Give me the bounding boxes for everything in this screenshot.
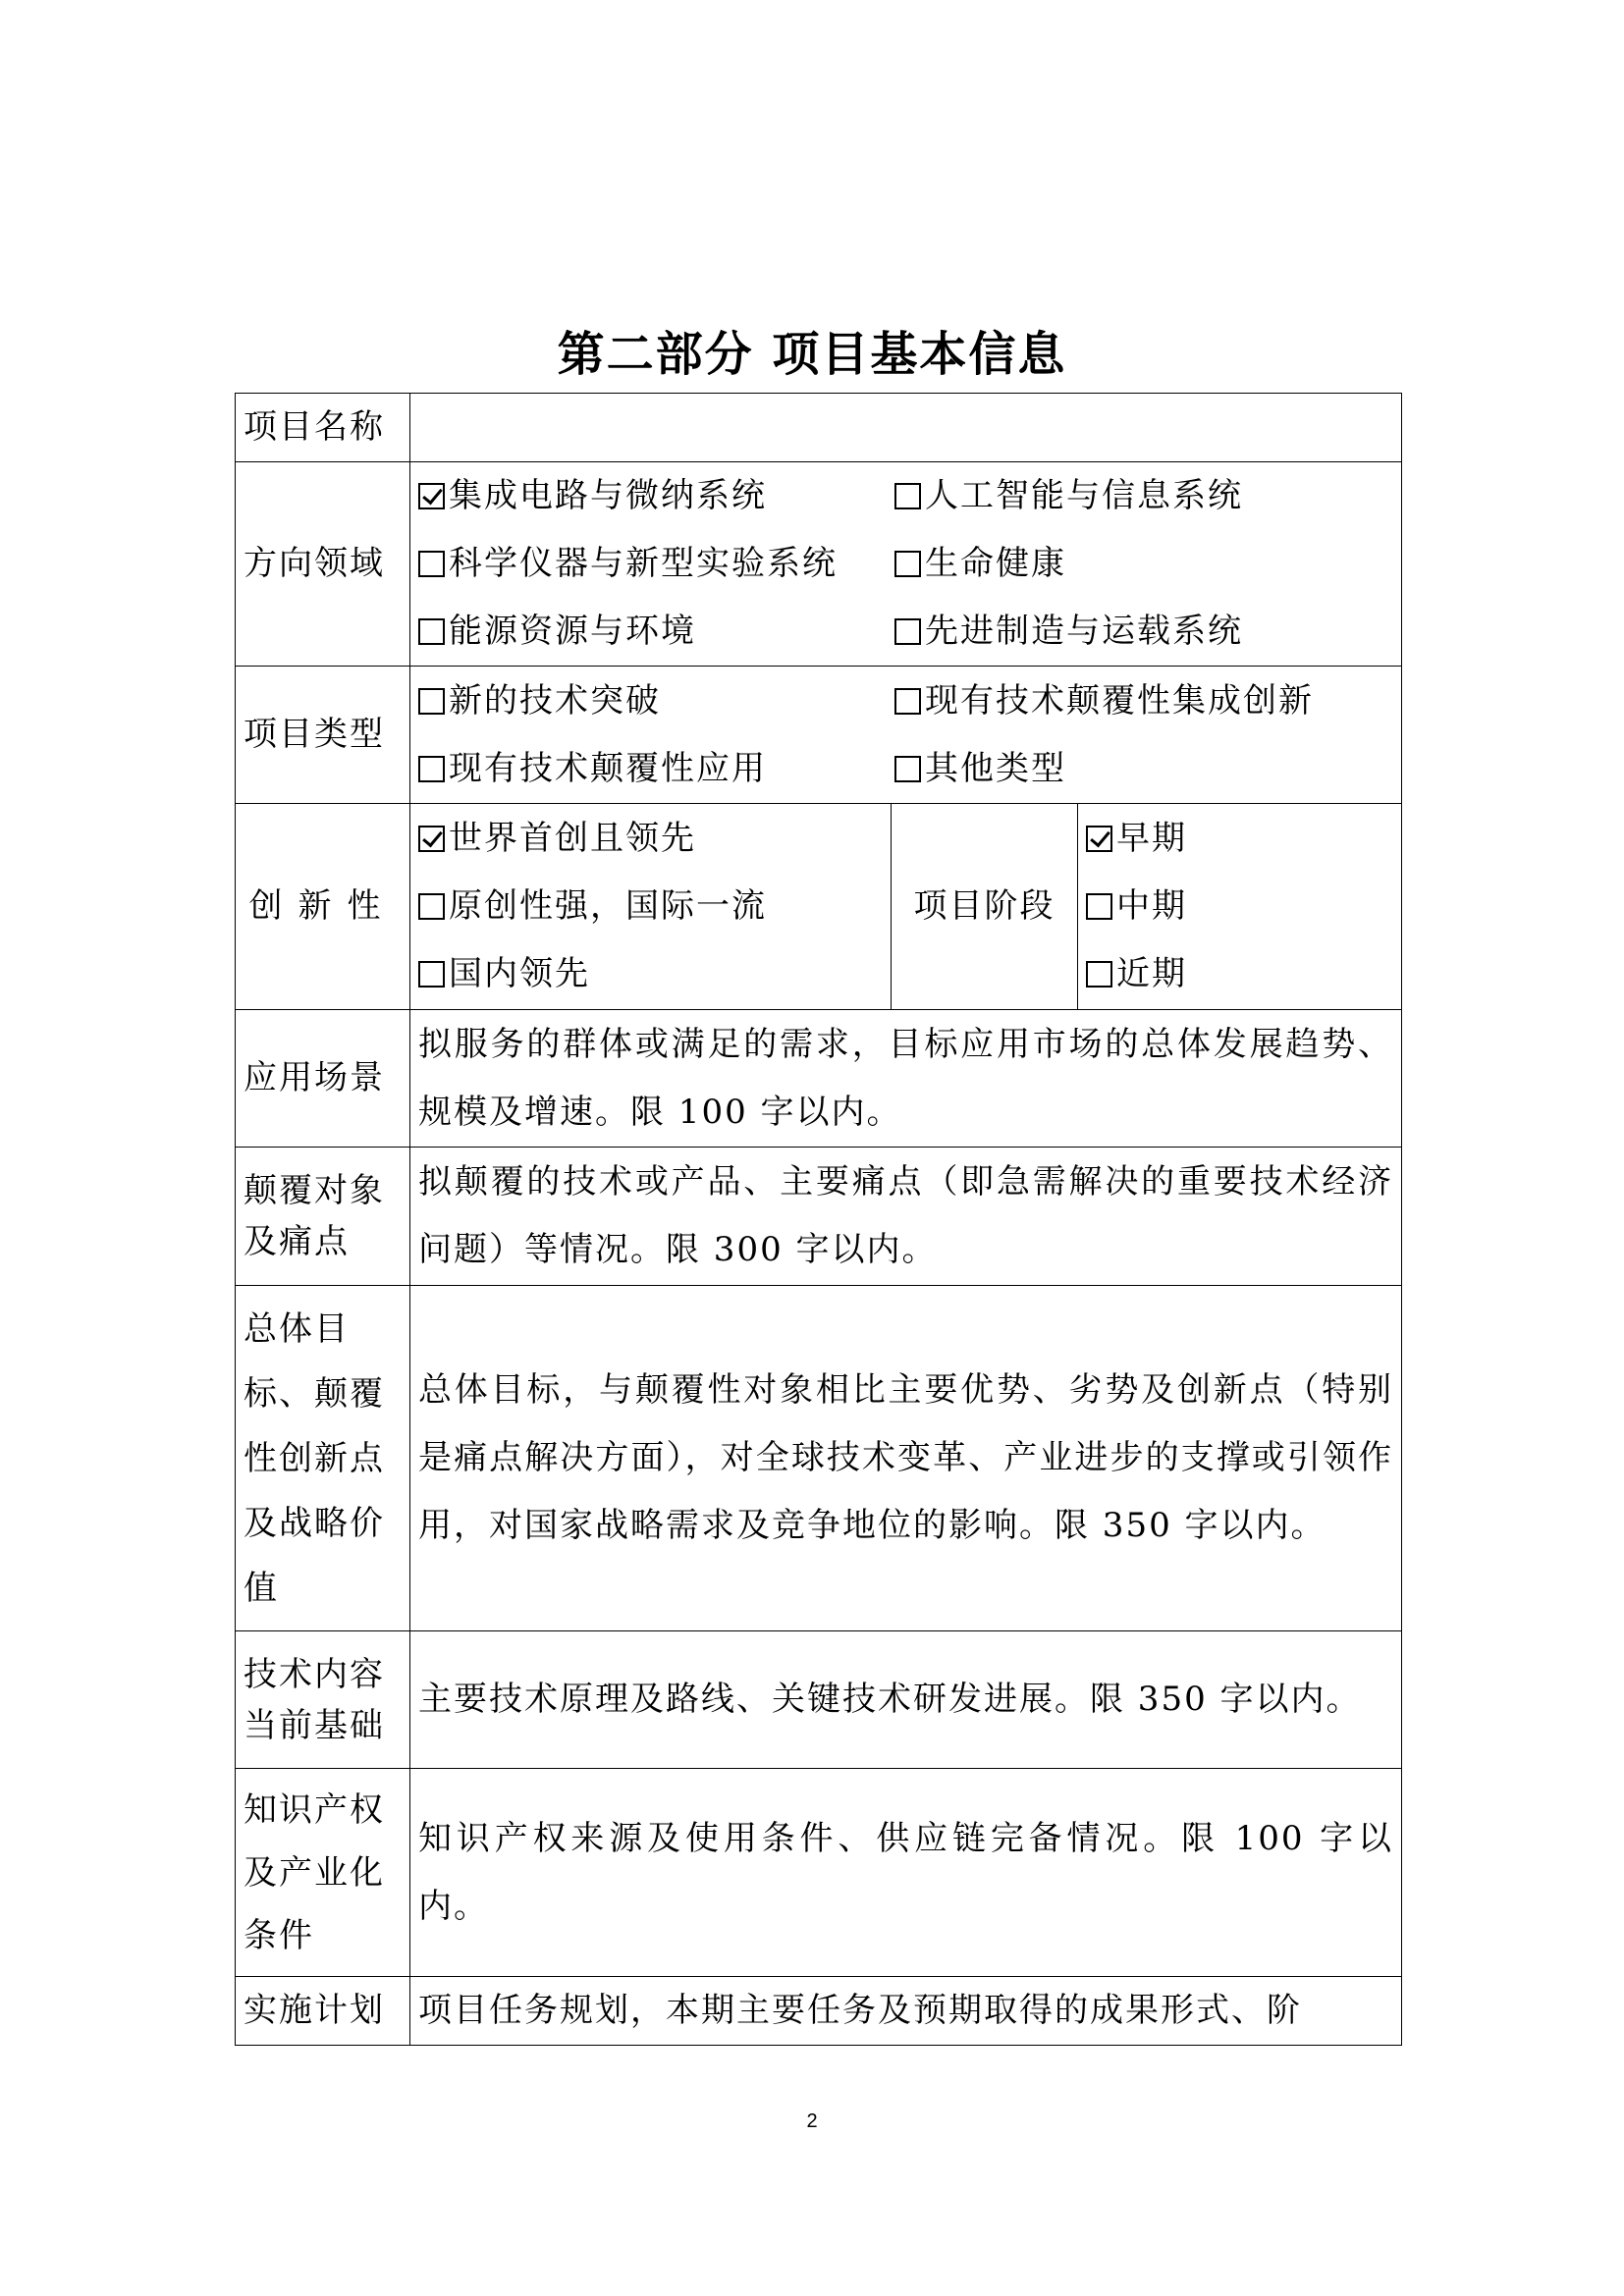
checked-box-icon[interactable]: [418, 483, 445, 509]
checked-box-icon[interactable]: [1086, 826, 1112, 852]
row-direction: [236, 462, 1402, 667]
option-new-tech[interactable]: 新的技术突破: [418, 667, 894, 735]
label-goal: 总体目标、颠覆性创新点及战略价值: [236, 1286, 410, 1631]
label-tech: 技术内容当前基础: [236, 1631, 410, 1769]
option-health[interactable]: 生命健康: [894, 530, 1066, 598]
scenario-text[interactable]: 拟服务的群体或满足的需求，目标应用市场的总体发展趋势、规模及增速。限 100 字以内。: [410, 1010, 1402, 1148]
option-near[interactable]: 近期: [1086, 940, 1187, 1008]
option-other[interactable]: 其他类型: [894, 735, 1066, 803]
tech-text[interactable]: 主要技术原理及路线、关键技术研发进展。限 350 字以内。: [410, 1631, 1402, 1769]
type-options: [410, 667, 1402, 804]
disrupt-text[interactable]: 拟颠覆的技术或产品、主要痛点（即急需解决的重要技术经济问题）等情况。限 300 字以内。: [410, 1148, 1402, 1286]
checkbox-icon[interactable]: [418, 618, 445, 645]
checkbox-icon[interactable]: [894, 618, 921, 645]
row-goal: [236, 1286, 1402, 1631]
innovation-options: [410, 804, 892, 1010]
row-innovation-stage: [236, 804, 1402, 1010]
checkbox-icon[interactable]: [894, 483, 921, 509]
page-number: 2: [806, 2110, 818, 2132]
checkbox-icon[interactable]: [1086, 961, 1112, 988]
option-energy[interactable]: 能源资源与环境: [418, 598, 894, 666]
label-innovation: 创新性: [236, 804, 410, 1010]
label-scenario: 应用场景: [236, 1010, 410, 1148]
page-title: 第二部分 项目基本信息: [557, 327, 1067, 382]
checkbox-icon[interactable]: [418, 961, 445, 988]
row-ip: [236, 1769, 1402, 1977]
row-type: [236, 667, 1402, 804]
plan-text[interactable]: 项目任务规划，本期主要任务及预期取得的成果形式、阶: [410, 1977, 1402, 2046]
row-disrupt: [236, 1148, 1402, 1286]
checkbox-icon[interactable]: [418, 551, 445, 577]
checked-box-icon[interactable]: [418, 826, 445, 852]
option-original[interactable]: 原创性强，国际一流: [418, 873, 767, 940]
label-plan: 实施计划: [236, 1977, 410, 2046]
option-domestic[interactable]: 国内领先: [418, 940, 590, 1008]
option-world-first[interactable]: 世界首创且领先: [418, 805, 696, 873]
label-project-name: 项目名称: [236, 394, 410, 462]
option-application[interactable]: 现有技术颠覆性应用: [418, 735, 894, 803]
checkbox-icon[interactable]: [894, 756, 921, 782]
label-ip: 知识产权及产业化条件: [236, 1769, 410, 1977]
option-manufacturing[interactable]: 先进制造与运载系统: [894, 598, 1243, 666]
option-integration[interactable]: 现有技术颠覆性集成创新: [894, 667, 1314, 735]
row-tech: [236, 1631, 1402, 1769]
label-type: 项目类型: [236, 667, 410, 804]
project-info-table: [235, 393, 1402, 2046]
stage-options: [1078, 804, 1402, 1010]
checkbox-icon[interactable]: [894, 688, 921, 715]
direction-options: [410, 462, 1402, 667]
option-middle[interactable]: 中期: [1086, 873, 1187, 940]
goal-text[interactable]: 总体目标，与颠覆性对象相比主要优势、劣势及创新点（特别是痛点解决方面），对全球技术变革、产业进步的支撑或引领作用，对国家战略需求及竞争地位的影响。限 350 字以内。: [410, 1286, 1402, 1631]
option-early[interactable]: 早期: [1086, 805, 1187, 873]
checkbox-icon[interactable]: [418, 893, 445, 920]
row-plan: [236, 1977, 1402, 2046]
checkbox-icon[interactable]: [418, 688, 445, 715]
checkbox-icon[interactable]: [894, 551, 921, 577]
project-name-field[interactable]: [410, 394, 1402, 462]
checkbox-icon[interactable]: [418, 756, 445, 782]
checkbox-icon[interactable]: [1086, 893, 1112, 920]
label-direction: 方向领域: [236, 462, 410, 667]
row-scenario: [236, 1010, 1402, 1148]
label-disrupt: 颠覆对象及痛点: [236, 1148, 410, 1286]
ip-text[interactable]: 知识产权来源及使用条件、供应链完备情况。限 100 字以内。: [410, 1769, 1402, 1977]
option-ic[interactable]: 集成电路与微纳系统: [418, 462, 894, 530]
row-project-name: [236, 394, 1402, 462]
label-stage: 项目阶段: [892, 804, 1078, 1010]
option-ai[interactable]: 人工智能与信息系统: [894, 462, 1243, 530]
option-instrument[interactable]: 科学仪器与新型实验系统: [418, 530, 894, 598]
